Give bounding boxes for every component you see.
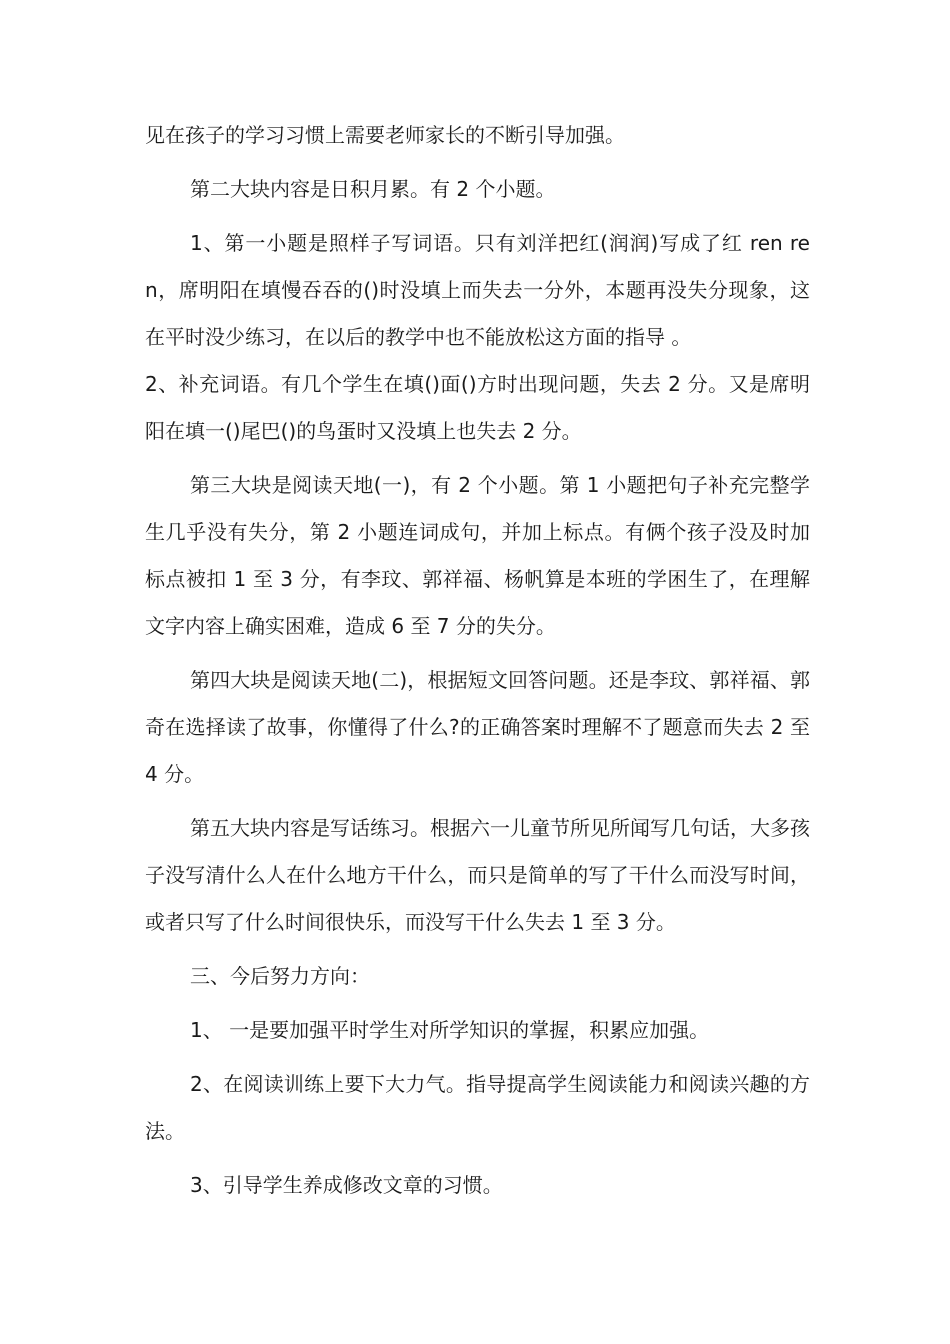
list-item-three: 3、引导学生养成修改文章的习惯。 — [190, 1173, 503, 1197]
list-item-two: 2、在阅读训练上要下大力气。指导提高学生阅读能力和阅读兴趣的方法。 — [145, 1072, 810, 1143]
paragraph-section-five: 第五大块内容是写话练习。根据六一儿童节所见所闻写几句话，大多孩子没写清什么人在什么地方干什么，而只是简单的写了干什么而没写时间，或者只写了什么时间很快乐，而没写干什么失去 1 至 3 分。 — [145, 816, 810, 934]
paragraph-section-two: 第二大块内容是日积月累。有 2 个小题。 — [190, 177, 556, 201]
heading-future-direction: 三、今后努力方向： — [190, 964, 370, 988]
paragraph-continuation: 见在孩子的学习习惯上需要老师家长的不断引导加强。 — [145, 123, 625, 147]
document-body — [145, 112, 810, 1216]
list-item-one: 1、 一是要加强平时学生对所学知识的掌握，积累应加强。 — [190, 1018, 710, 1042]
paragraph-section-three: 第三大块是阅读天地(一)，有 2 个小题。第 1 小题把句子补充完整学生几乎没有失分，第 2 小题连词成句，并加上标点。有俩个孩子没及时加标点被扣 1 至 3 分，有李玟、郭祥福、杨帆算是本班的学困生了，在理解文字内容上确实困难，造成 6 至 7 分的失分。 — [145, 473, 810, 638]
paragraph-item-one: 1、第一小题是照样子写词语。只有刘洋把红(润润)写成了红 ren ren，席明阳在填慢吞吞的()时没填上而失去一分外，本题再没失分现象，这在平时没少练习，在以后的教学中也不能放松这方面的指导 。 — [145, 231, 810, 349]
paragraph-section-four: 第四大块是阅读天地(二)，根据短文回答问题。还是李玟、郭祥福、郭奇在选择读了故事，你懂得了什么?的正确答案时理解不了题意而失去 2 至 4 分。 — [145, 668, 810, 786]
paragraph-item-two: 2、补充词语。有几个学生在填()面()方时出现问题，失去 2 分。又是席明阳在填一()尾巴()的鸟蛋时又没填上也失去 2 分。 — [145, 372, 810, 443]
